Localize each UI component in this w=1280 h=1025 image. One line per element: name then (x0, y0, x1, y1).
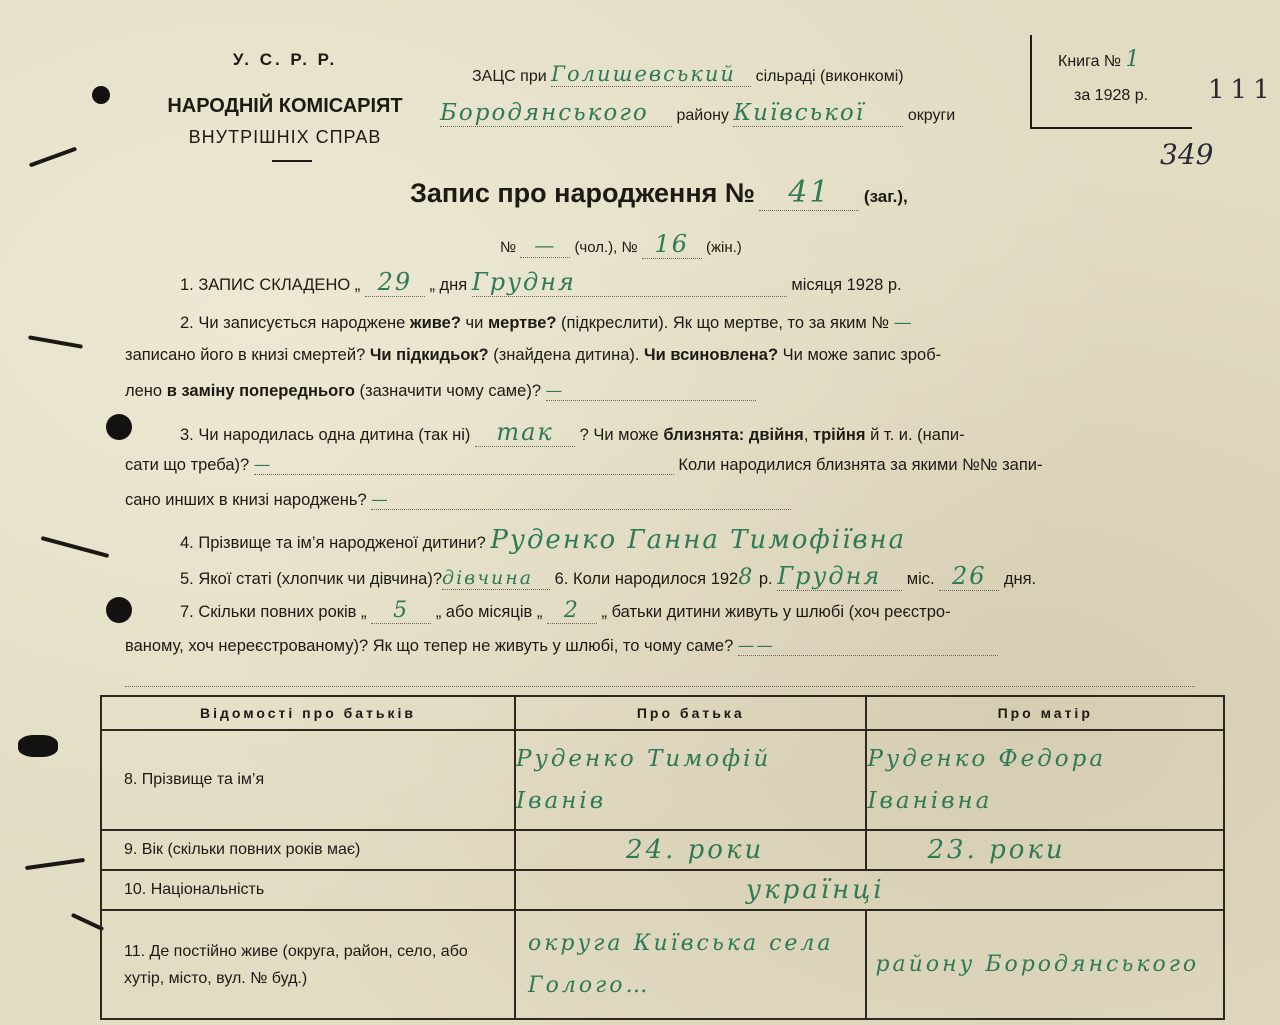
village-council-value: Голишевський (551, 62, 751, 87)
item-3-twins-when: Коли народилися близнята за якими №№ запи- (678, 456, 1043, 474)
row-label-age: 9. Вік (скільки повних років має) (101, 830, 515, 870)
item-3-write: сати що треба)? (125, 456, 250, 474)
item-7-years-label: 7. Скільки повних років „ (180, 603, 367, 621)
commissariat-header: НАРОДНІЙ КОМІСАРІЯТ (167, 95, 403, 117)
item-6-dnya: дня. (1003, 570, 1037, 588)
parents-table-header (101, 696, 1224, 730)
item-3-etc: й т. и. (напи- (870, 426, 965, 444)
punch-hole (106, 597, 132, 623)
record-title (410, 175, 970, 215)
row-label-nationality: 10. Національність (101, 870, 515, 910)
item-2-specify: (зазначити чому саме)? (359, 382, 541, 400)
female-label: (жін.) (705, 239, 742, 256)
parents-nationality: українці (515, 870, 1224, 910)
record-number: 41 (759, 175, 859, 211)
table-row (101, 910, 1224, 1019)
item-2-adopted: Чи всиновлена? (644, 346, 779, 364)
item-1-day: 29 (365, 268, 425, 297)
record-title-suffix: (заг.), (863, 187, 908, 206)
book-number: 1 (1125, 47, 1142, 72)
parents-table (100, 695, 1225, 1020)
book-label: Книга № (1058, 53, 1122, 70)
item-3-twins: близнята: (663, 426, 745, 444)
district-suffix: району (676, 107, 729, 124)
father-name: Руденко Тимофій Іванів (515, 730, 866, 830)
district-value: Бородянського (440, 100, 672, 127)
item-2-blank: — (546, 381, 756, 401)
item-3-twin2: двійня (748, 426, 804, 444)
item-7-blank: —— (738, 636, 998, 656)
punch-hole (18, 735, 58, 757)
zags-line (472, 62, 1012, 86)
okrug-value: Київської (733, 100, 903, 127)
item-2-dash: — (893, 312, 914, 333)
male-prefix: № (500, 239, 517, 256)
birth-day: 26 (939, 562, 999, 591)
item-6-r: р. (758, 570, 773, 588)
item-2-line-2 (125, 346, 1195, 365)
table-row (101, 830, 1224, 870)
item-1-prefix: 1. ЗАПИС СКЛАДЕНО „ (180, 276, 361, 294)
mother-name: Руденко Федора Іванівна (866, 730, 1224, 830)
item-7-blank-line (125, 686, 1195, 687)
female-number: 16 (642, 230, 702, 259)
item-3-text: 3. Чи народилась одна дитина (так ні) (180, 426, 471, 444)
table-row (101, 730, 1224, 830)
item-1-day-label: „ дня (429, 276, 468, 294)
item-2-made: лено (125, 382, 163, 400)
father-age: 24. роки (515, 830, 866, 870)
item-3-line-3 (125, 490, 1195, 510)
item-1 (180, 268, 1080, 297)
margin-note-1: 111 (1208, 75, 1276, 105)
year-label: за 1928 р. (1074, 87, 1149, 104)
item-2-text: 2. Чи записується народжене (180, 314, 406, 332)
item-2-line-1 (180, 312, 1195, 333)
child-sex: дівчина (442, 567, 550, 590)
record-subnumbers (500, 230, 900, 259)
item-1-month: Грудня (472, 268, 787, 297)
item-4-label: 4. Прізвище та ім’я народженої дитини? (180, 534, 486, 552)
item-5-label: 5. Якої статі (хлопчик чи дівчина)? (180, 570, 443, 588)
header-rule (272, 160, 312, 162)
column-header-father: Про батька (515, 696, 866, 730)
column-header-info: Відомості про батьків (101, 696, 515, 730)
item-7-months-label: „ або місяців „ (435, 603, 543, 621)
male-label: (чол.), № (574, 239, 638, 256)
item-1-suffix: місяця 1928 р. (791, 276, 902, 294)
edge-tear (25, 858, 85, 870)
item-2-dead: мертве? (487, 314, 557, 332)
item-2-rest: (підкреслити). Як що мертве, то за яким № (561, 314, 890, 332)
district-line (440, 100, 1020, 128)
marriage-years: 5 (371, 598, 431, 624)
punch-hole (92, 86, 110, 104)
margin-note-2: 349 (1160, 138, 1214, 171)
item-2-deaths-text: записано його в книзі смертей? (125, 346, 366, 364)
row-label-residence: 11. Де постійно живе (округа, район, село, або хутір, місто, вул. № буд.) (101, 910, 515, 1019)
item-3-line-2 (125, 455, 1195, 475)
item-5-6 (180, 562, 1200, 591)
okrug-suffix: округи (907, 107, 956, 124)
item-2-line-3 (125, 381, 1195, 401)
book-box (1030, 35, 1192, 129)
council-suffix: сільраді (виконкомі) (755, 68, 904, 85)
item-2-found: (знайдена дитина). (493, 346, 640, 364)
edge-tear (29, 147, 77, 168)
item-3-answer: так (475, 418, 575, 447)
birth-year-digit: 8 (738, 565, 755, 590)
item-3-others: сано инших в книзі народжень? (125, 491, 367, 509)
item-3-line-1: 3. Чи народилась одна дитина (так ні) так ? Чи може близнята: двійня, трійня й т. и. (напи- (180, 418, 965, 446)
record-title-label: Запис про народження № (410, 178, 756, 208)
republic-header: У. С. Р. Р. (232, 50, 338, 69)
zags-prefix: ЗАЦС при (472, 68, 547, 85)
table-row (101, 870, 1224, 910)
marriage-months: 2 (547, 598, 597, 624)
row-label-name: 8. Прізвище та ім’я (101, 730, 515, 830)
item-7-line-2 (125, 636, 1195, 656)
item-6-label: 6. Коли народилося 192 (554, 570, 739, 588)
item-4 (180, 525, 1260, 555)
item-3-mid: ? Чи може (579, 426, 659, 444)
punch-hole (106, 414, 132, 440)
item-6-mis: міс. (906, 570, 935, 588)
item-2-alive: живе? (409, 314, 461, 332)
edge-tear (28, 335, 83, 348)
mother-age: 23. роки (866, 830, 1224, 870)
item-2-replace-text: Чи може запис зроб- (782, 346, 942, 364)
father-residence: округа Київська села Голого… (515, 910, 866, 1019)
item-2-foundling: Чи підкидьок? (369, 346, 489, 364)
item-3-blank-2: — (371, 490, 791, 510)
child-name: Руденко Ганна Тимофіївна (490, 525, 907, 555)
male-number: — (520, 233, 570, 258)
item-2-replace: в заміну попереднього (166, 382, 355, 400)
mother-residence: району Бородянського (866, 910, 1224, 1019)
item-7-why: ваному, хоч нереєстрованому)? Як що тепер не живуть у шлюбі, то чому саме? (125, 637, 734, 655)
column-header-mother: Про матір (866, 696, 1224, 730)
item-3-blank: — (254, 455, 674, 475)
item-3-twin3: трійня (813, 426, 866, 444)
item-7-line-1 (180, 598, 1195, 624)
birth-month: Грудня (777, 562, 902, 591)
department-header: ВНУТРІШНІХ СПРАВ (188, 127, 382, 147)
item-7-rest: „ батьки дитини живуть у шлюбі (хоч реєстро- (601, 603, 951, 621)
item-2-or: чи (465, 314, 484, 332)
edge-tear (41, 536, 110, 558)
